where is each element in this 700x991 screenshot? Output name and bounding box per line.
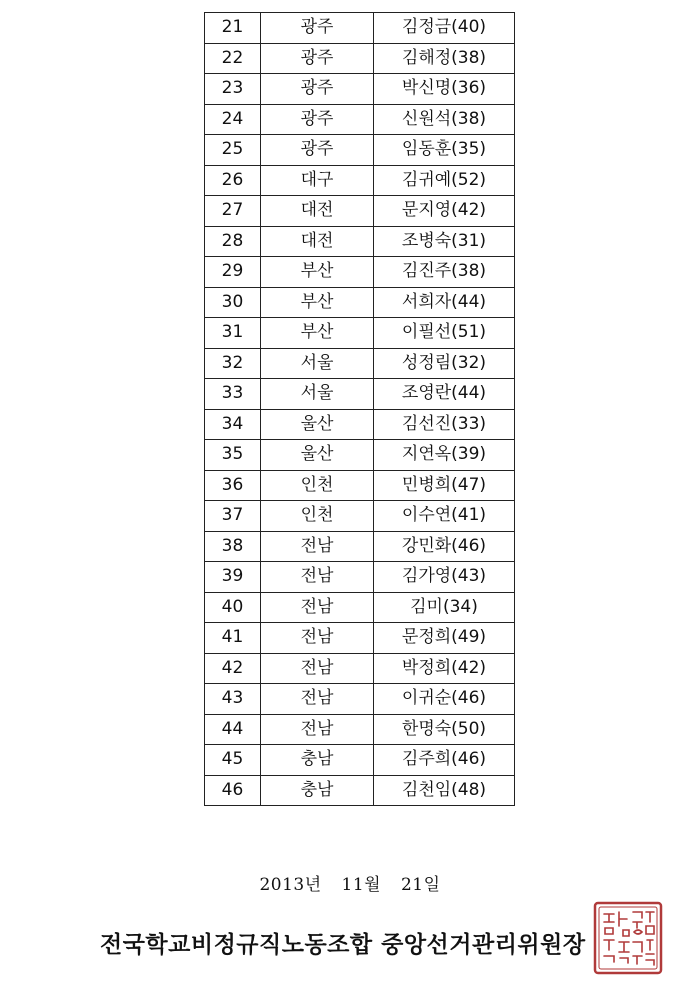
row-number-cell: 27 [205,196,261,227]
table-row [205,592,515,623]
table-row [205,531,515,562]
region-cell: 충남 [261,775,374,806]
member-name-cell: 성정림(32) [374,348,515,379]
table-row [205,470,515,501]
member-name-cell: 김해정(38) [374,43,515,74]
region-cell: 전남 [261,531,374,562]
member-name-cell: 문지영(42) [374,196,515,227]
row-number-cell: 33 [205,379,261,410]
region-cell: 광주 [261,74,374,105]
member-name-cell: 조병숙(31) [374,226,515,257]
table-row [205,104,515,135]
table-row [205,226,515,257]
row-number-cell: 34 [205,409,261,440]
member-name-cell: 김주희(46) [374,745,515,776]
official-seal-icon [592,900,664,976]
member-name-cell: 이수연(41) [374,501,515,532]
row-number-cell: 32 [205,348,261,379]
member-name-cell: 김선진(33) [374,409,515,440]
table-row [205,74,515,105]
member-name-cell: 신원석(38) [374,104,515,135]
region-cell: 전남 [261,592,374,623]
member-name-cell: 김천임(48) [374,775,515,806]
table-row [205,379,515,410]
row-number-cell: 22 [205,43,261,74]
row-number-cell: 39 [205,562,261,593]
table-row [205,318,515,349]
row-number-cell: 46 [205,775,261,806]
row-number-cell: 24 [205,104,261,135]
member-name-cell: 조영란(44) [374,379,515,410]
region-cell: 광주 [261,13,374,44]
row-number-cell: 38 [205,531,261,562]
region-cell: 서울 [261,348,374,379]
table-row [205,135,515,166]
region-cell: 부산 [261,318,374,349]
table-row [205,165,515,196]
row-number-cell: 43 [205,684,261,715]
region-cell: 전남 [261,623,374,654]
table-row [205,348,515,379]
region-cell: 부산 [261,287,374,318]
member-name-cell: 서희자(44) [374,287,515,318]
table-row [205,684,515,715]
member-name-cell: 김진주(38) [374,257,515,288]
row-number-cell: 35 [205,440,261,471]
member-name-cell: 지연옥(39) [374,440,515,471]
table-row [205,196,515,227]
row-number-cell: 26 [205,165,261,196]
member-name-cell: 문정희(49) [374,623,515,654]
region-cell: 울산 [261,409,374,440]
region-cell: 광주 [261,135,374,166]
row-number-cell: 29 [205,257,261,288]
row-number-cell: 23 [205,74,261,105]
table-row [205,562,515,593]
region-cell: 서울 [261,379,374,410]
member-name-cell: 민병희(47) [374,470,515,501]
table-row [205,257,515,288]
region-cell: 대구 [261,165,374,196]
region-cell: 전남 [261,562,374,593]
region-cell: 부산 [261,257,374,288]
member-name-cell: 이필선(51) [374,318,515,349]
region-cell: 광주 [261,43,374,74]
member-name-cell: 김귀예(52) [374,165,515,196]
region-cell: 인천 [261,501,374,532]
row-number-cell: 31 [205,318,261,349]
table-row [205,775,515,806]
table-row [205,623,515,654]
region-cell: 대전 [261,196,374,227]
roster-table [204,12,515,806]
row-number-cell: 45 [205,745,261,776]
row-number-cell: 21 [205,13,261,44]
member-name-cell: 강민화(46) [374,531,515,562]
region-cell: 전남 [261,653,374,684]
member-name-cell: 김정금(40) [374,13,515,44]
member-name-cell: 이귀순(46) [374,684,515,715]
document-date: 2013년 11월 21일 [259,875,441,895]
member-name-cell: 박신명(36) [374,74,515,105]
table-row [205,440,515,471]
row-number-cell: 37 [205,501,261,532]
region-cell: 전남 [261,714,374,745]
member-name-cell: 김가영(43) [374,562,515,593]
row-number-cell: 40 [205,592,261,623]
table-row [205,714,515,745]
member-name-cell: 김미(34) [374,592,515,623]
row-number-cell: 41 [205,623,261,654]
table-row [205,287,515,318]
table-row [205,43,515,74]
region-cell: 충남 [261,745,374,776]
row-number-cell: 25 [205,135,261,166]
member-name-cell: 임동훈(35) [374,135,515,166]
region-cell: 전남 [261,684,374,715]
member-name-cell: 한명숙(50) [374,714,515,745]
region-cell: 울산 [261,440,374,471]
row-number-cell: 36 [205,470,261,501]
table-row [205,409,515,440]
member-name-cell: 박정희(42) [374,653,515,684]
region-cell: 대전 [261,226,374,257]
table-row [205,745,515,776]
issuer-signature: 전국학교비정규직노동조합 중앙선거관리위원장 [100,931,586,958]
roster-body [205,13,515,806]
row-number-cell: 28 [205,226,261,257]
table-row [205,501,515,532]
row-number-cell: 30 [205,287,261,318]
row-number-cell: 44 [205,714,261,745]
row-number-cell: 42 [205,653,261,684]
table-row [205,653,515,684]
table-row [205,13,515,44]
region-cell: 인천 [261,470,374,501]
region-cell: 광주 [261,104,374,135]
